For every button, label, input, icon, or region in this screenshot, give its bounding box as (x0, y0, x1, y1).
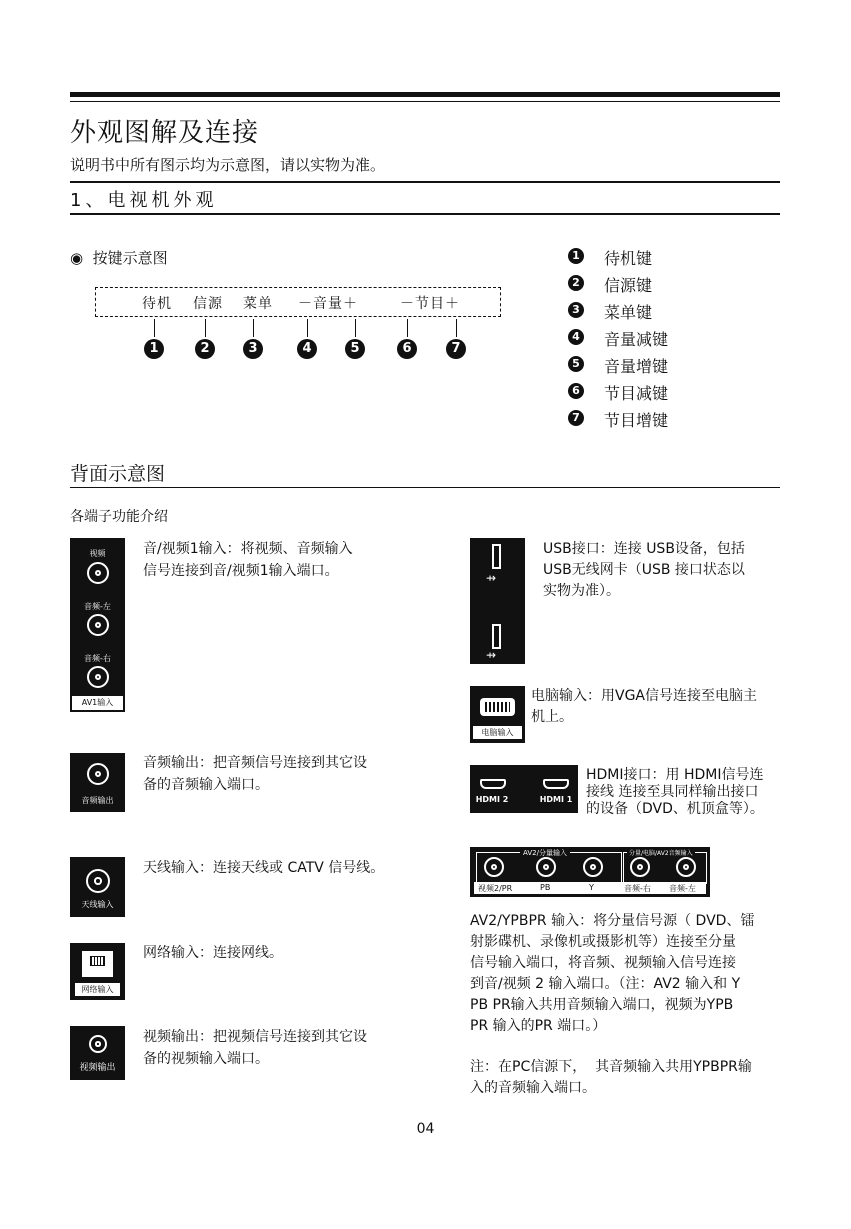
av2-desc-line4: 到音/视频 2 输入端口。（注：AV2 输入和 Y (470, 976, 741, 992)
audio-group-label: 分量/电脑/AV2音频输入 (629, 850, 693, 857)
av1-desc-line1: 音/视频1输入：将视频、音频输入 (143, 541, 353, 557)
usb-port-2-icon (492, 624, 501, 649)
top-rule-thick (70, 92, 780, 97)
rear-heading: 背面示意图 (70, 463, 166, 485)
legend-number: 5 (568, 356, 584, 372)
usb-symbol-1-icon: ⇸ (486, 571, 497, 585)
section-rule-top (70, 181, 780, 183)
button-number-2: 2 (195, 339, 215, 359)
ethernet-port-icon (82, 951, 113, 977)
av1-audio-left-jack-icon (87, 614, 109, 636)
button-tick-2 (205, 319, 206, 337)
av1-tag: AV1输入 (72, 696, 123, 710)
av1-audio-right-jack-icon (87, 666, 109, 688)
audio-out-label: 音频输出 (81, 796, 114, 805)
usb-panel (470, 538, 525, 664)
section-title: 1、电视机外观 (70, 190, 218, 211)
hdmi-desc-line3: 的设备（DVD、机顶盒等）。 (586, 801, 764, 817)
av2-pr-jack-icon (484, 857, 504, 877)
legend-text: 节目增键 (604, 411, 669, 430)
vga-port-icon (480, 698, 515, 716)
av2-note-line2: 入的音频输入端口。 (470, 1080, 596, 1096)
button-label-channel: －节目＋ (400, 296, 460, 312)
audio-out-panel (70, 753, 125, 812)
vga-label: 电脑输入 (473, 726, 522, 739)
button-number-1: 1 (144, 339, 164, 359)
usb-symbol-2-icon: ⇸ (486, 648, 497, 662)
av2-audio-right-jack-icon (630, 857, 650, 877)
av2-pb-label: PB (540, 883, 551, 892)
audio-out-desc-line1: 音频输出：把音频信号连接到其它设 (143, 755, 367, 771)
button-number-5: 5 (345, 339, 365, 359)
vga-desc-line2: 机上。 (531, 709, 573, 725)
av2-desc-line3: 信号输入端口，将音频、视频输入信号连接 (470, 955, 736, 971)
av1-panel (70, 538, 125, 712)
hdmi-port-1-icon (543, 779, 569, 789)
button-label-source: 信源 (193, 296, 223, 312)
legend-text: 音量减键 (604, 330, 669, 349)
button-tick-3 (253, 319, 254, 337)
legend-number: 2 (568, 275, 584, 291)
video-out-label: 视频输出 (79, 1063, 116, 1073)
legend-number: 1 (568, 248, 584, 264)
av1-video-jack-icon (87, 562, 109, 584)
av2-audio-left-label: 音频-左 (669, 884, 696, 893)
page-title: 外观图解及连接 (70, 118, 260, 148)
legend-number: 3 (568, 302, 584, 318)
legend-text: 音量增键 (604, 357, 669, 376)
av2-audio-right-label: 音频-右 (624, 884, 651, 893)
button-tick-6 (407, 319, 408, 337)
av2-desc-line1: AV2/YPBPR 输入：将分量信号源（ DVD、镭 (470, 913, 755, 929)
av1-audio-right-label: 音频-右 (84, 654, 111, 663)
section-rule-bottom (70, 213, 780, 215)
top-rule-thin (70, 101, 780, 102)
network-label: 网络输入 (75, 983, 120, 996)
hdmi-desc-line1: HDMI接口：用 HDMI信号连 (586, 767, 764, 783)
usb-port-1-icon (492, 544, 501, 569)
usb-desc-line1: USB接口：连接 USB设备，包括 (543, 541, 745, 557)
hdmi-panel (470, 765, 578, 813)
network-desc-line1: 网络输入：连接网线。 (143, 945, 283, 961)
av1-audio-left-label: 音频-左 (84, 602, 111, 611)
vga-panel (470, 686, 525, 743)
antenna-panel (70, 857, 125, 917)
button-tick-4 (307, 319, 308, 337)
av1-desc-line2: 信号连接到音/视频1输入端口。 (143, 563, 339, 579)
button-number-7: 7 (446, 339, 466, 359)
button-number-3: 3 (243, 339, 263, 359)
av1-video-label: 视频 (89, 549, 106, 558)
hdmi-1-label: HDMI 1 (539, 795, 573, 804)
antenna-jack-icon (86, 869, 110, 893)
legend-number: 4 (568, 329, 584, 345)
av2-desc-line2: 射影碟机、录像机或摄影机等）连接至分量 (470, 934, 736, 950)
button-label-standby: 待机 (142, 296, 172, 312)
legend-text: 节目减键 (604, 384, 669, 403)
hdmi-desc-line2: 接线 连接至具同样输出接口 (586, 784, 759, 800)
legend-text: 信源键 (604, 276, 653, 295)
av2-pr-label: 视频2/PR (478, 884, 513, 893)
vga-desc-line1: 电脑输入：用VGA信号连接至电脑主 (531, 688, 758, 704)
av2-group-label: AV2/分量输入 (520, 848, 570, 858)
button-label-volume: －音量＋ (298, 296, 358, 312)
hdmi-2-label: HDMI 2 (475, 795, 509, 804)
legend-number: 7 (568, 410, 584, 426)
button-diagram-heading: ◉ 按键示意图 (70, 249, 168, 267)
button-number-6: 6 (397, 339, 417, 359)
network-panel (70, 943, 125, 1000)
button-tick-7 (456, 319, 457, 337)
button-tick-1 (154, 319, 155, 337)
av2-y-label: Y (589, 883, 594, 892)
page-subtitle: 说明书中所有图示均为示意图，请以实物为准。 (70, 156, 386, 174)
audio-out-desc-line2: 备的音频输入端口。 (143, 777, 269, 793)
video-out-jack-icon (89, 1035, 107, 1053)
legend-text: 菜单键 (604, 303, 653, 322)
av2-y-jack-icon (583, 857, 603, 877)
av2-note-line1: 注：在PC信源下， 其音频输入共用YPBPR输 (470, 1059, 752, 1075)
av2-panel (470, 847, 710, 897)
video-out-panel (70, 1026, 125, 1080)
hdmi-port-2-icon (480, 779, 506, 789)
button-tick-5 (355, 319, 356, 337)
legend-number: 6 (568, 383, 584, 399)
antenna-label: 天线输入 (81, 900, 114, 909)
button-number-4: 4 (297, 339, 317, 359)
rear-intro: 各端子功能介绍 (70, 509, 168, 525)
av2-desc-line5: PB PR输入共用音频输入端口，视频为YPB (470, 997, 734, 1013)
video-out-desc-line1: 视频输出：把视频信号连接到其它设 (143, 1029, 367, 1045)
usb-desc-line3: 实物为准）。 (543, 583, 620, 599)
av2-pb-jack-icon (536, 857, 556, 877)
audio-out-jack-icon (87, 763, 109, 785)
antenna-desc-line1: 天线输入：连接天线或 CATV 信号线。 (143, 860, 385, 876)
usb-desc-line2: USB无线网卡（USB 接口状态以 (543, 562, 745, 578)
av2-desc-line6: PR 输入的PR 端口。） (470, 1018, 607, 1034)
legend-text: 待机键 (604, 249, 653, 268)
video-out-desc-line2: 备的视频输入端口。 (143, 1051, 269, 1067)
rear-rule (70, 487, 780, 488)
page-number: 04 (416, 1121, 435, 1137)
av2-audio-left-jack-icon (676, 857, 696, 877)
button-label-menu: 菜单 (243, 296, 273, 312)
